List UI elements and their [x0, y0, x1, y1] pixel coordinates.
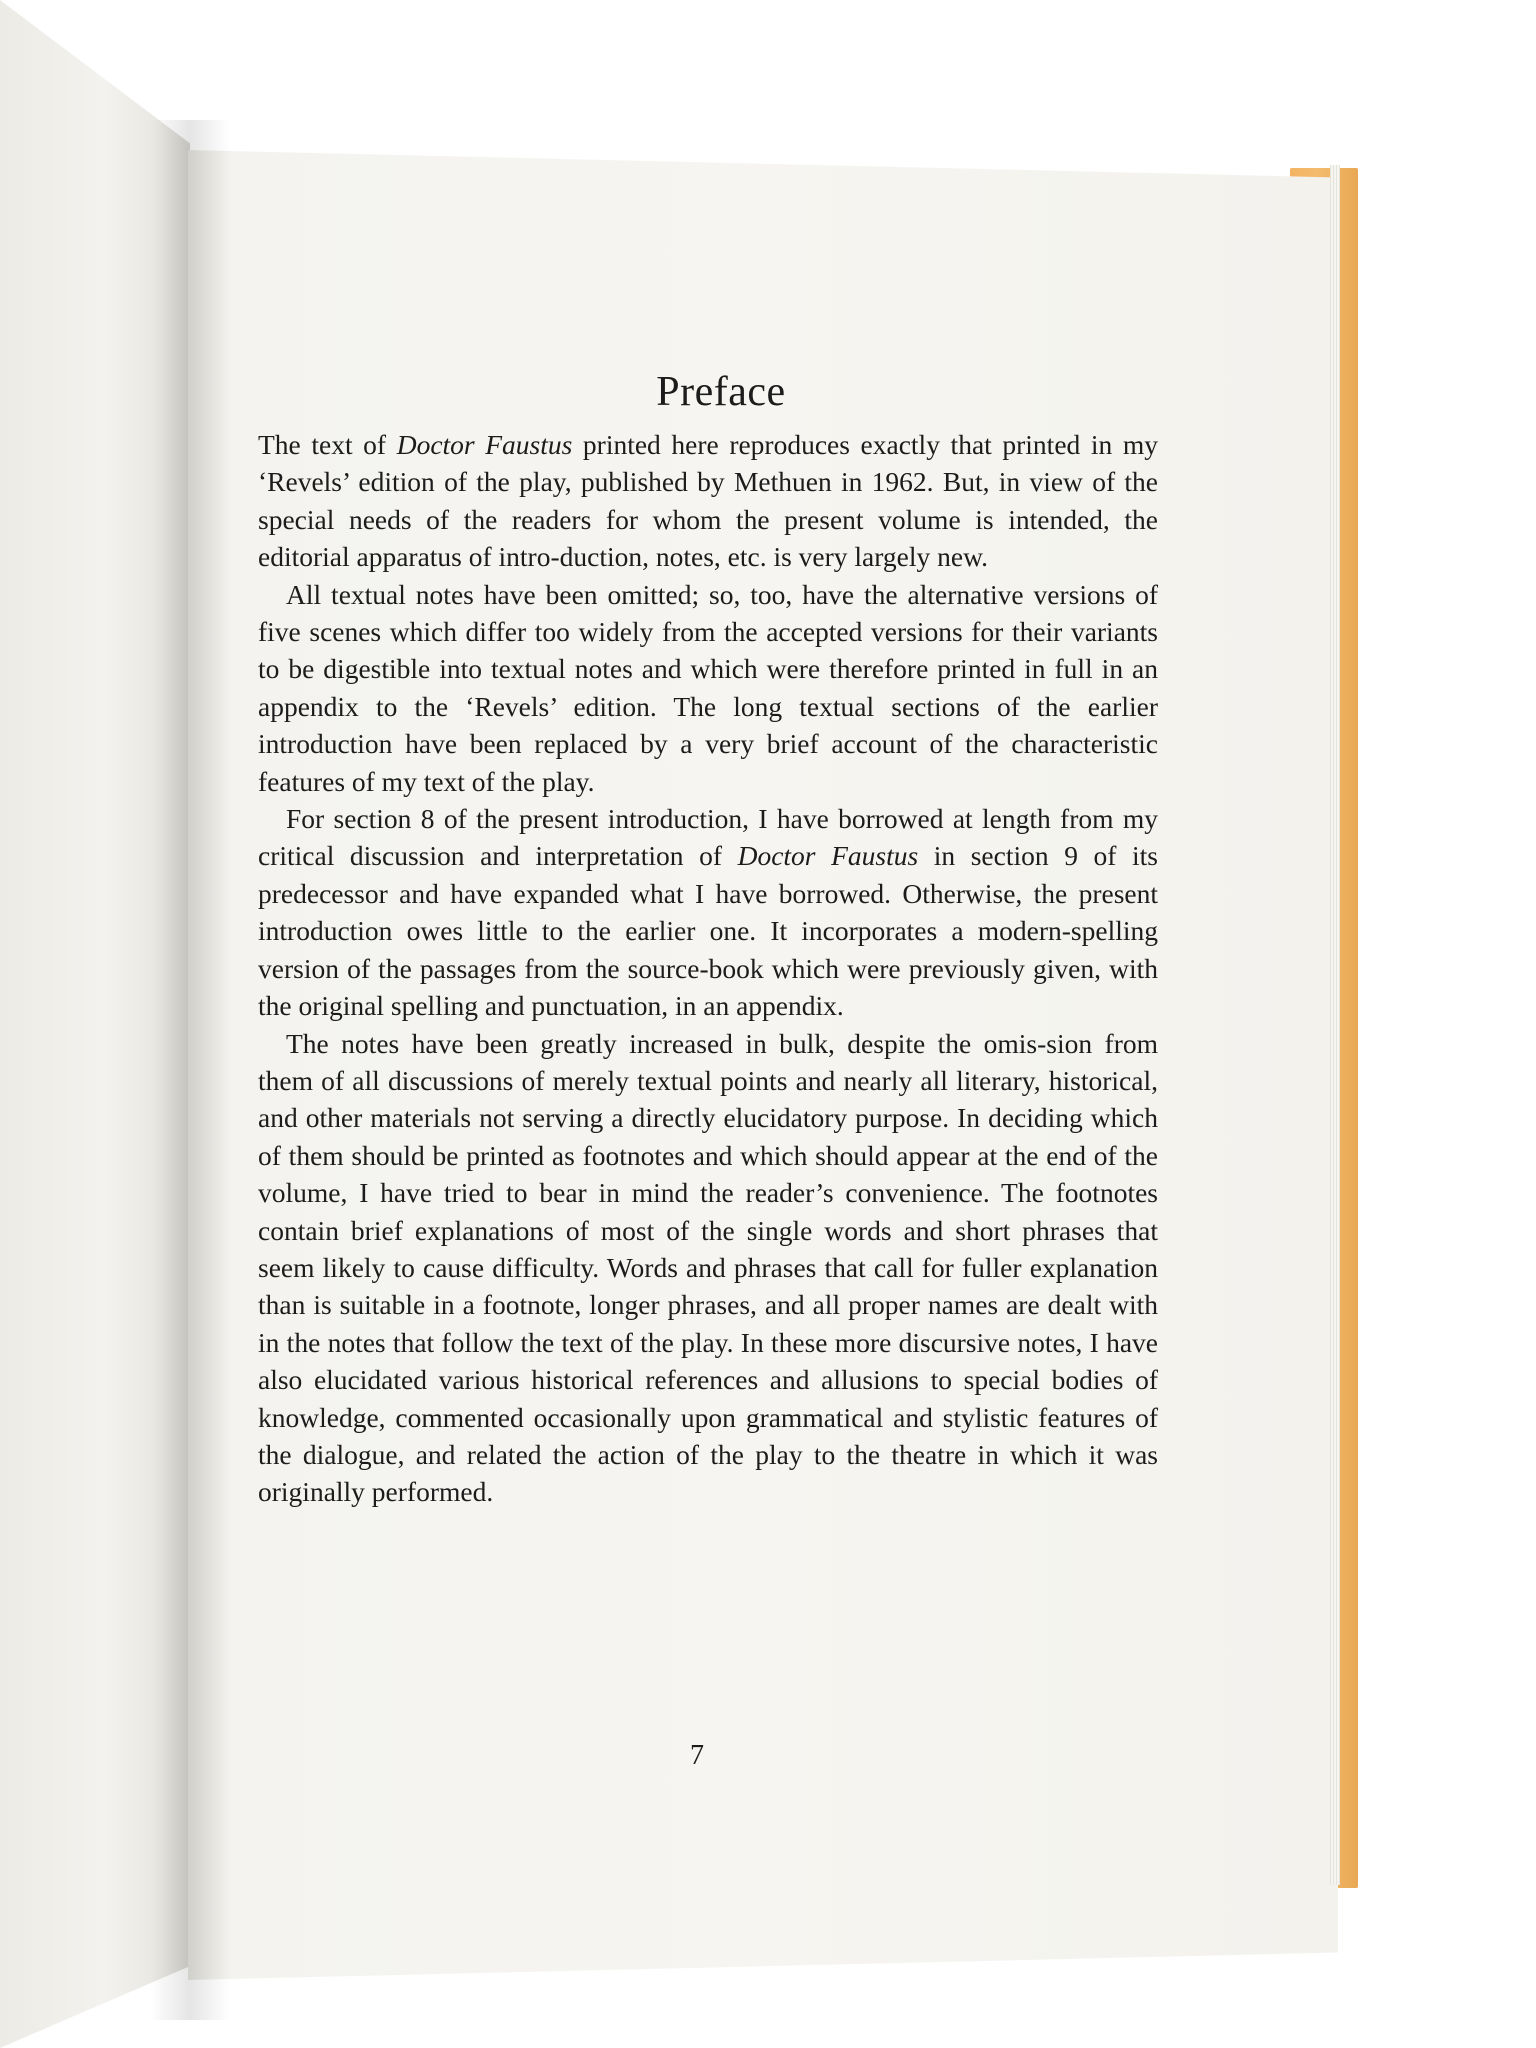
text-run: The text of	[258, 429, 397, 460]
paragraph-3	[258, 800, 1158, 1024]
text-run: For section 8 of the present introduction, I have borrowed at length from my critical discussion and interpretation of	[258, 803, 1158, 872]
text-run: printed here reproduces exactly that printed in my ‘Revels’ edition of the play, published by Methuen in 1962. But, in view of the special needs of the readers for whom the present volume is intended, the editorial apparatus of intro-duction, notes, etc. is very largely new.	[258, 429, 1159, 573]
page-edges	[1330, 165, 1340, 1885]
book-gutter-shadow	[150, 120, 230, 2020]
text-run: All textual notes have been omitted; so, too, have the alternative versions of five scenes which differ too widely from the accepted versions for their variants to be digestible into textual notes and which were therefore printed in full in an appendix to the ‘Revels’ edition. The long textual sections of the earlier introduction have been replaced by a very brief account of the characteristic features of my text of the play.	[258, 578, 1158, 797]
text-run: in section 9 of its predecessor and have expanded what I have borrowed. Otherwise, the present introduction owes little to the earlier one. It incorporates a modern-spelling version of the passages from the source-book which were previously given, with the original spelling and punctuation, in an appendix.	[258, 840, 1158, 1022]
page-title: Preface	[656, 369, 786, 415]
preface-text-block	[258, 368, 1158, 1511]
paragraph-2	[258, 576, 1158, 800]
italic-title-run: Doctor Faustus	[737, 840, 919, 872]
page-number: 7	[690, 1740, 704, 1771]
paragraph-4	[258, 1025, 1158, 1511]
paragraph-1	[258, 426, 1158, 576]
text-run: The notes have been greatly increased in bulk, despite the omis-sion from them of all discussions of merely textual points and nearly all literary, historical, and other materials not serving a directly elucidatory purpose. In deciding which of them should be printed as footnotes and which should appear at the end of the volume, I have tried to bear in mind the reader’s convenience. The footnotes contain brief explanations of most of the single words and short phrases that seem likely to cause difficulty. Words and phrases that call for fuller explanation than is suitable in a footnote, longer phrases, and all proper names are dealt with in the notes that follow the text of the play. In these more discursive notes, I have also elucidated various historical references and allusions to special bodies of knowledge, commented occasionally upon grammatical and stylistic features of the dialogue, and related the action of the play to the theatre in which it was originally performed.	[258, 1027, 1158, 1508]
italic-title-run: Doctor Faustus	[396, 429, 573, 460]
